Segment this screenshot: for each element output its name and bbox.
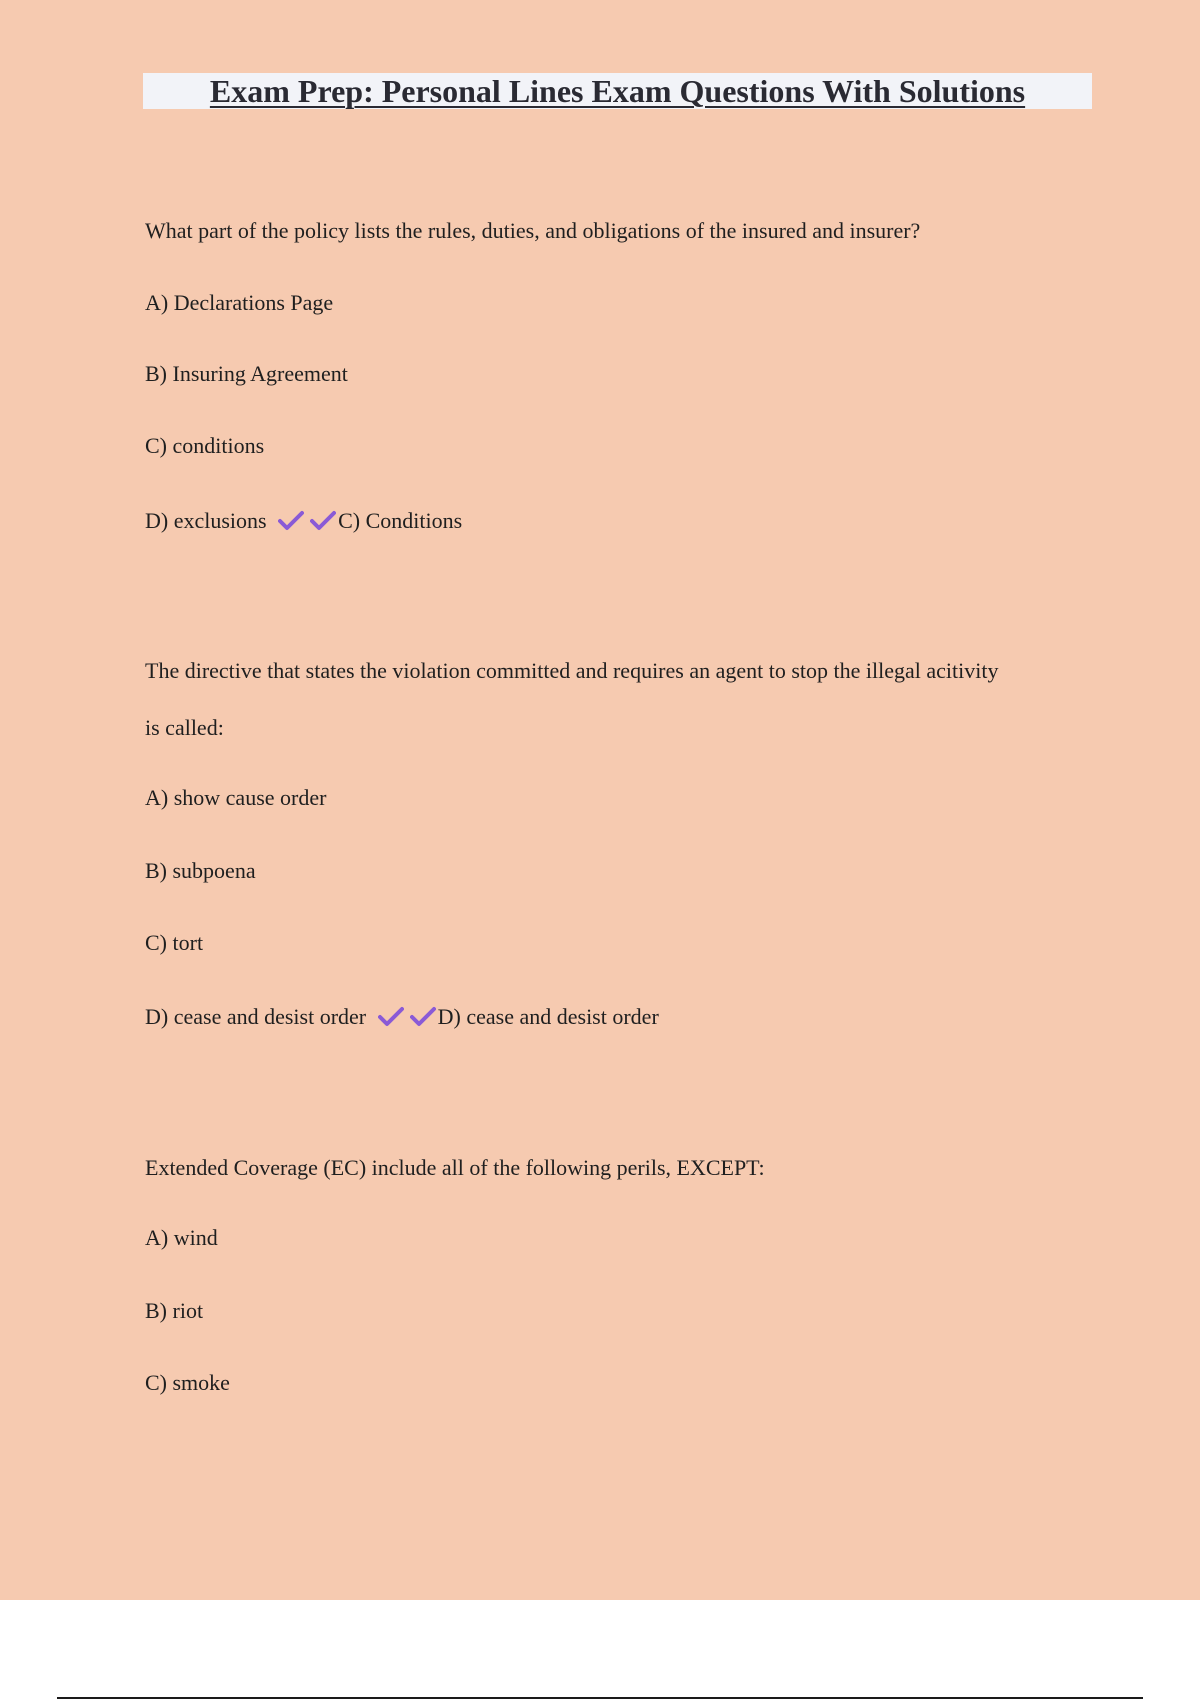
question-1-option-b: B) Insuring Agreement xyxy=(145,361,348,386)
page-title: Exam Prep: Personal Lines Exam Questions With Solutions xyxy=(209,73,1026,109)
question-2-option-a: A) show cause order xyxy=(145,785,327,810)
question-3-option-c: C) smoke xyxy=(145,1370,230,1395)
question-1-option-a: A) Declarations Page xyxy=(145,290,334,315)
footer-divider xyxy=(57,1697,1143,1699)
check-icon xyxy=(378,1006,404,1028)
question-2-text-line-2: is called: xyxy=(145,715,224,740)
question-2-text-line-1: The directive that states the violation committed and requires an agent to stop the illegal acitivity xyxy=(145,658,999,683)
question-1-text: What part of the policy lists the rules, duties, and obligations of the insured and insurer? xyxy=(145,218,921,243)
question-2-option-b: B) subpoena xyxy=(145,858,256,883)
question-3-text: Extended Coverage (EC) include all of the following perils, EXCEPT: xyxy=(145,1155,765,1180)
question-1-option-d-row xyxy=(145,507,462,535)
question-3-option-b: B) riot xyxy=(145,1298,204,1323)
question-1-answer: C) Conditions xyxy=(338,508,463,533)
check-icon xyxy=(278,510,304,532)
question-2-option-d-row xyxy=(145,1003,659,1031)
question-1-option-c: C) conditions xyxy=(145,433,265,458)
title-banner xyxy=(143,73,1092,109)
question-3-option-a: A) wind xyxy=(145,1225,218,1250)
question-2-option-c: C) tort xyxy=(145,930,204,955)
check-icon xyxy=(410,1006,436,1028)
question-2-answer: D) cease and desist order xyxy=(437,1004,659,1029)
check-icon xyxy=(310,510,336,532)
question-1-option-d: D) exclusions xyxy=(145,508,267,533)
question-2-option-d: D) cease and desist order xyxy=(145,1004,367,1029)
